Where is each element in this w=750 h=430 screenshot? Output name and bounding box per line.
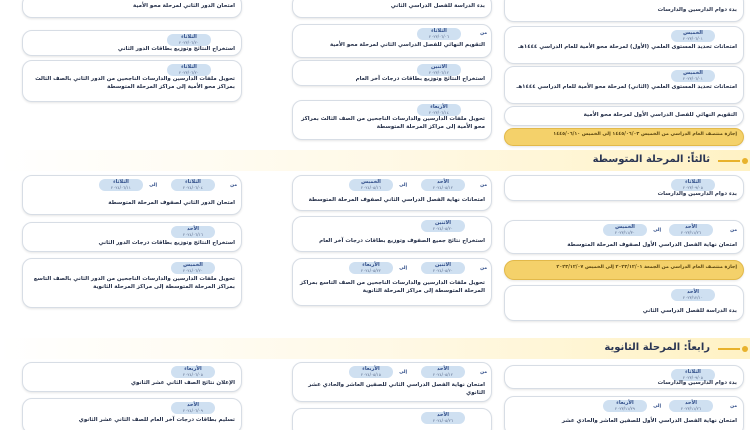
bullet-line bbox=[718, 160, 740, 162]
event-card bbox=[292, 24, 492, 58]
date-badge: الاثنين ٢٠٢٤/٠٥/٢٠ bbox=[421, 220, 465, 232]
date-badge: الأحد ٢٠٢٤/٠٥/٢٦ bbox=[421, 412, 465, 424]
date-badge: الأحد ٢٠٢٣/١١/٢٦ bbox=[669, 224, 713, 236]
holiday-card bbox=[504, 260, 744, 280]
event-text: بدء الدراسة للفصل الدراسي الثاني bbox=[642, 308, 737, 314]
event-text: تحويل ملفات الدارسين والدارسات الناجحين من الدور الثاني بالصف التاسع بمراكز المرحلة المتوسطة إلى مراكز المرحلة الثانوية bbox=[33, 276, 235, 290]
date-badge: الثلاثاء ٢٠٢٣/٠٩/٠٥ bbox=[671, 179, 715, 191]
event-text: استخراج النتائج وتوزيع بطاقات درجات الدور الثاني bbox=[98, 240, 235, 246]
event-card bbox=[504, 175, 744, 201]
to-label: إلى bbox=[399, 183, 407, 188]
date-badge: الثلاثاء ٢٠٢٣/٠٦/٠٦ bbox=[417, 28, 461, 40]
date-badge: الأربعاء ٢٠٢٤/٠٦/٠٥ bbox=[171, 366, 215, 378]
event-card bbox=[504, 365, 744, 389]
event-card bbox=[292, 408, 492, 430]
event-card bbox=[504, 26, 744, 64]
to-label: إلى bbox=[653, 228, 661, 233]
date-badge: الأحد ٢٠٢٣/١٢/١٠ bbox=[671, 289, 715, 301]
date-badge: الأربعاء ٢٠٢٣/١١/٢٩ bbox=[603, 400, 647, 412]
event-card bbox=[504, 285, 744, 321]
date-badge: الثلاثاء ٢٠٢٣/٠٦/٢٠ bbox=[167, 64, 211, 76]
event-text: تحويل ملفات الدارسين والدارسات الناجحين من الصف الثالث بمراكز محو الأمية إلى مراكز المرحلة المتوسطة bbox=[301, 116, 485, 130]
from-label: من bbox=[730, 404, 737, 409]
event-text: امتحان الدور الثاني لمرحلة محو الأمية bbox=[133, 3, 235, 9]
to-label: إلى bbox=[149, 183, 157, 188]
to-label: إلى bbox=[399, 370, 407, 375]
date-badge: الخميس ٢٠٢٣/٠٦/٠١ bbox=[671, 30, 715, 42]
event-card bbox=[292, 258, 492, 306]
event-card bbox=[22, 175, 242, 215]
bullet-icon bbox=[742, 158, 748, 164]
event-card bbox=[504, 66, 744, 104]
holiday-card bbox=[504, 128, 744, 146]
from-label: من bbox=[230, 183, 237, 188]
event-card bbox=[504, 0, 744, 22]
date-badge: الأربعاء ٢٠٢٤/٠٥/١٥ bbox=[349, 366, 393, 378]
event-text: الإعلان نتائج الصف الثاني عشر الثانوي bbox=[131, 380, 235, 386]
event-card bbox=[292, 60, 492, 86]
date-badge: الثلاثاء ٢٠٢٣/٠٦/٢٠ bbox=[167, 34, 211, 46]
event-card bbox=[22, 222, 242, 252]
event-card bbox=[504, 220, 744, 254]
event-text: استخراج نتائج جميع الصفوف وتوزيع بطاقات درجات آخر العام bbox=[319, 238, 485, 244]
date-badge: الأحد ٢٠٢٤/٠٦/٠٩ bbox=[171, 402, 215, 414]
event-text: امتحانات تحديد المستوى العلمي (الثاني) لمرحلة محو الأمية للعام الدراسي ١٤٤٤هـ bbox=[516, 84, 737, 90]
date-badge: الأحد ٢٠٢٤/٠٦/١٦ bbox=[171, 226, 215, 238]
event-card bbox=[504, 106, 744, 126]
section-header bbox=[0, 150, 750, 171]
date-badge: الخميس ٢٠٢٤/٠٦/٢٠ bbox=[171, 262, 215, 274]
event-text: امتحانات تحديد المستوى العلمي (الأول) لمرحلة محو الأمية للعام الدراسي ١٤٤٤هـ bbox=[518, 44, 737, 50]
event-text: التقويم النهائي للفصل الدراسي الثاني لمرحلة محو الأمية bbox=[329, 42, 485, 48]
event-card bbox=[292, 175, 492, 211]
event-text: تحويل ملفات الدارسين والدارسات الناجحين من الدور الثاني بالصف الثالث بمراكز محو الأمية إلى مراكز المرحلة المتوسطة bbox=[35, 76, 235, 90]
date-badge: الاثنين ٢٠٢٣/٠٦/١٢ bbox=[417, 64, 461, 76]
event-text: تحويل ملفات الدارسين والدارسات الناجحين من الصف التاسع بمراكز المرحلة المتوسطة إلى مراكز المرحلة الثانوية bbox=[299, 280, 485, 294]
date-badge: الخميس ٢٠٢٣/٠٦/٠١ bbox=[671, 70, 715, 82]
event-card bbox=[292, 216, 492, 252]
bullet-line bbox=[718, 348, 740, 350]
event-text: استخراج النتائج وتوزيع بطاقات الدور الثاني bbox=[117, 46, 235, 52]
event-text: التقويم النهائي للفصل الدراسي الأول لمرحلة محو الأمية bbox=[583, 112, 737, 118]
holiday-text: إجازة منتصف العام الدراسي من الخميس ١٤٤٥/٠٦/٠٣ إلى الخميس ١٤٤٥/٠٦/١٠ bbox=[553, 132, 737, 137]
event-card bbox=[292, 362, 492, 402]
event-card bbox=[22, 398, 242, 430]
event-text: امتحانات نهاية الفصل الدراسي الثاني لصفوف المرحلة المتوسطة bbox=[308, 197, 485, 203]
event-text: تسليم بطاقات درجات آخر العام للصف الثاني عشر الثانوي bbox=[78, 417, 235, 423]
event-card bbox=[22, 0, 242, 18]
date-badge: الخميس ٢٠٢٤/٠٥/١٦ bbox=[349, 179, 393, 191]
section-title: رابعاً: المرحلة الثانوية bbox=[604, 342, 710, 353]
from-label: من bbox=[480, 31, 487, 36]
date-badge: الثلاثاء ٢٠٢٤/٠٦/١١ bbox=[99, 179, 143, 191]
from-label: من bbox=[480, 183, 487, 188]
event-text: بدء دوام الدارسين والدارسات bbox=[657, 191, 737, 197]
event-card bbox=[22, 30, 242, 56]
event-card bbox=[22, 258, 242, 308]
from-label: من bbox=[480, 266, 487, 271]
bullet-icon bbox=[742, 346, 748, 352]
holiday-text: إجازة منتصف العام الدراسي من الجمعة ٢٠٢٣/١٢/٠١ إلى الخميس ٢٠٢٣/١٢/٠٧ bbox=[556, 265, 737, 270]
event-text: بدء دوام الدارسين والدارسات bbox=[657, 380, 737, 386]
to-label: إلى bbox=[399, 266, 407, 271]
event-card bbox=[292, 0, 492, 18]
event-card bbox=[22, 60, 242, 102]
event-text: امتحان نهاية الفصل الدراسي الأول للصفين العاشر والحادي عشر bbox=[561, 418, 737, 424]
date-badge: الثلاثاء ٢٠٢٣/٠٩/٠٥ bbox=[671, 369, 715, 381]
event-card bbox=[22, 362, 242, 392]
event-text: بدء دوام الدارسين والدارسات bbox=[657, 7, 737, 13]
date-badge: الأربعاء ٢٠٢٤/٠٥/٢٢ bbox=[349, 262, 393, 274]
section-header bbox=[0, 338, 750, 359]
event-text: امتحان نهاية الفصل الدراسي الأول لصفوف المرحلة المتوسطة bbox=[567, 242, 737, 248]
event-text: امتحان نهاية الفصل الدراسي الثاني للصفين العاشر والحادي عشر الثانوي bbox=[308, 382, 485, 396]
date-badge: الثلاثاء ٢٠٢٤/٠٦/٠٤ bbox=[171, 179, 215, 191]
to-label: إلى bbox=[653, 404, 661, 409]
from-label: من bbox=[730, 228, 737, 233]
event-text: استخراج النتائج وتوزيع بطاقات درجات آخر العام bbox=[355, 76, 485, 82]
from-label: من bbox=[480, 370, 487, 375]
date-badge: الأحد ٢٠٢٤/٠٥/١٢ bbox=[421, 366, 465, 378]
section-title: ثالثاً: المرحلة المتوسطة bbox=[592, 154, 710, 165]
date-badge: الأربعاء ٢٠٢٣/٠٦/١٤ bbox=[417, 104, 461, 116]
event-card bbox=[504, 396, 744, 430]
event-text: بدء الدراسة للفصل الدراسي الثاني bbox=[390, 3, 485, 9]
date-badge: الأحد ٢٠٢٤/٠٥/١٢ bbox=[421, 179, 465, 191]
date-badge: الخميس ٢٠٢٣/١١/٣٠ bbox=[603, 224, 647, 236]
event-card bbox=[292, 100, 492, 140]
date-badge: الأحد ٢٠٢٣/١١/٢٦ bbox=[669, 400, 713, 412]
event-text: امتحان الدور الثاني لصفوف المرحلة المتوسطة bbox=[108, 200, 235, 206]
date-badge: الاثنين ٢٠٢٤/٠٥/٢٠ bbox=[421, 262, 465, 274]
